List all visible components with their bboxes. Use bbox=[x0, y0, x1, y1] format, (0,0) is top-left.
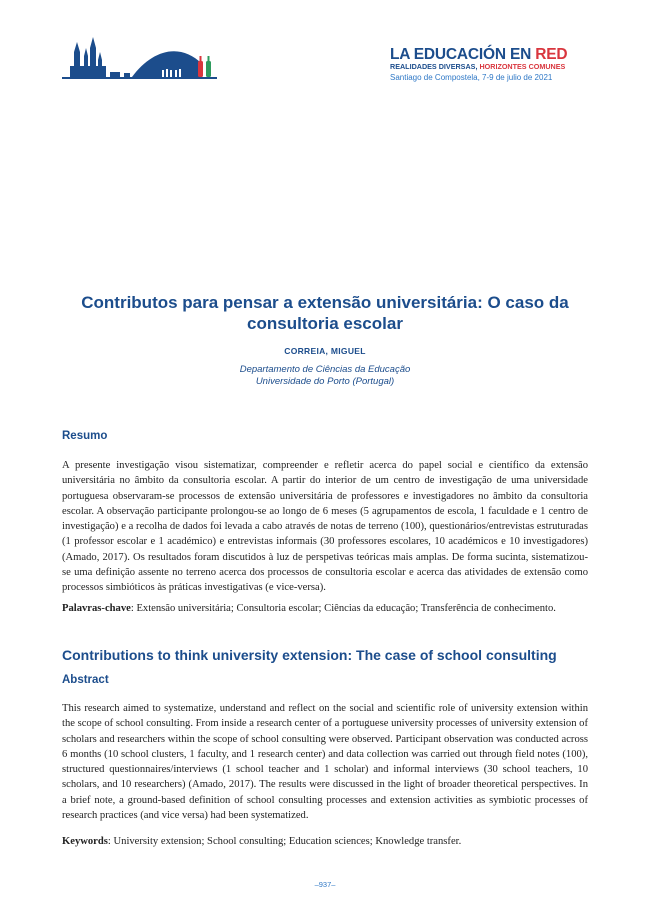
paper-author: CORREIA, MIGUEL bbox=[284, 346, 366, 356]
abstract-heading: Abstract bbox=[62, 674, 109, 686]
resumo-heading: Resumo bbox=[62, 430, 108, 442]
affiliation-university: Universidade do Porto (Portugal) bbox=[255, 376, 395, 387]
paper-title: Contributos para pensar a extensão universitária: O caso da consultoria escolar bbox=[81, 293, 569, 333]
keywords-label: Keywords bbox=[62, 836, 108, 847]
resumo-text: A presente investigação visou sistematizar, compreender e refletir acerca do papel social e científico da extensão universitária no âmbito da consultoria escolar. A partir do interior de um centro de investigação de uma universidade portuguesa observaram-se processos de extensão universitária de professores e investigadores no âmbito da consultoria escolar. A observação participante prolongou-se ao longo de 6 meses (5 agrupamentos de escola, 1 faculdade e 1 centro de investigação) e a recolha de dados foi levada a cabo através de notas de terreno (100), questionários/entrevistas estruturadas (1 professor escolar e 1 académico) e entrevistas informais (30 professores escolares, 10 académicos e 10 investigadores) (Amado, 2017). Os resultados foram discutidos à luz de perspetivas teóricas mais amplas. De forma sucinta, sistematizou-se uma definição assente no terreno acerca dos processos de consultoria escolar e acerca das atividades de extensão como processos simbióticos às práticas investigativas (e vice-versa). bbox=[62, 460, 588, 594]
affiliation-department: Departamento de Ciências da Educação bbox=[239, 364, 411, 375]
santiago-skyline-logo-icon bbox=[62, 34, 227, 82]
conference-info bbox=[390, 47, 590, 83]
conference-title: LA EDUCACIÓN EN RED bbox=[390, 46, 568, 63]
conference-place: Santiago de Compostela, 7-9 de julio de 2021 bbox=[390, 73, 553, 82]
english-title: Contributions to think university extension: The case of school consulting bbox=[62, 647, 557, 663]
conference-subtitle: REALIDADES DIVERSAS, HORIZONTES COMUNES bbox=[390, 62, 566, 71]
palavras-chave-list: : Extensão universitária; Consultoria escolar; Ciências da educação; Transferência de conhecimento. bbox=[130, 603, 556, 614]
page-number: –937– bbox=[314, 880, 336, 889]
palavras-chave bbox=[62, 601, 588, 616]
palavras-chave-label: Palavras-chave bbox=[62, 603, 131, 614]
keywords-list: : University extension; School consulting; Education sciences; Knowledge transfer. bbox=[107, 836, 462, 847]
abstract-text: This research aimed to systematize, understand and reflect on the social and scientific role of university extension within the scope of school consulting. From inside a research center of a portuguese university processes of university extension of scholars and researchers within the scope of school consulting were observed. Participant observation was conducted across 6 months (10 school clusters, 1 faculty, and 1 research center) and data collection was carried out through field notes (100), structured questionnaires/interviews (1 school teacher and 1 scholar) and informal interviews (30 school teachers, 10 scholars, and 10 researchers) (Amado, 2017). The results were discussed in the light of broader theoretical perspectives. In a brief note, a ground-based definition of school consulting processes and extension activities as symbiotic processes of research practices (and vice versa) had been systematized. bbox=[62, 703, 588, 822]
paper-affiliation bbox=[60, 364, 590, 388]
keywords bbox=[62, 834, 588, 849]
conference-header bbox=[0, 0, 650, 100]
